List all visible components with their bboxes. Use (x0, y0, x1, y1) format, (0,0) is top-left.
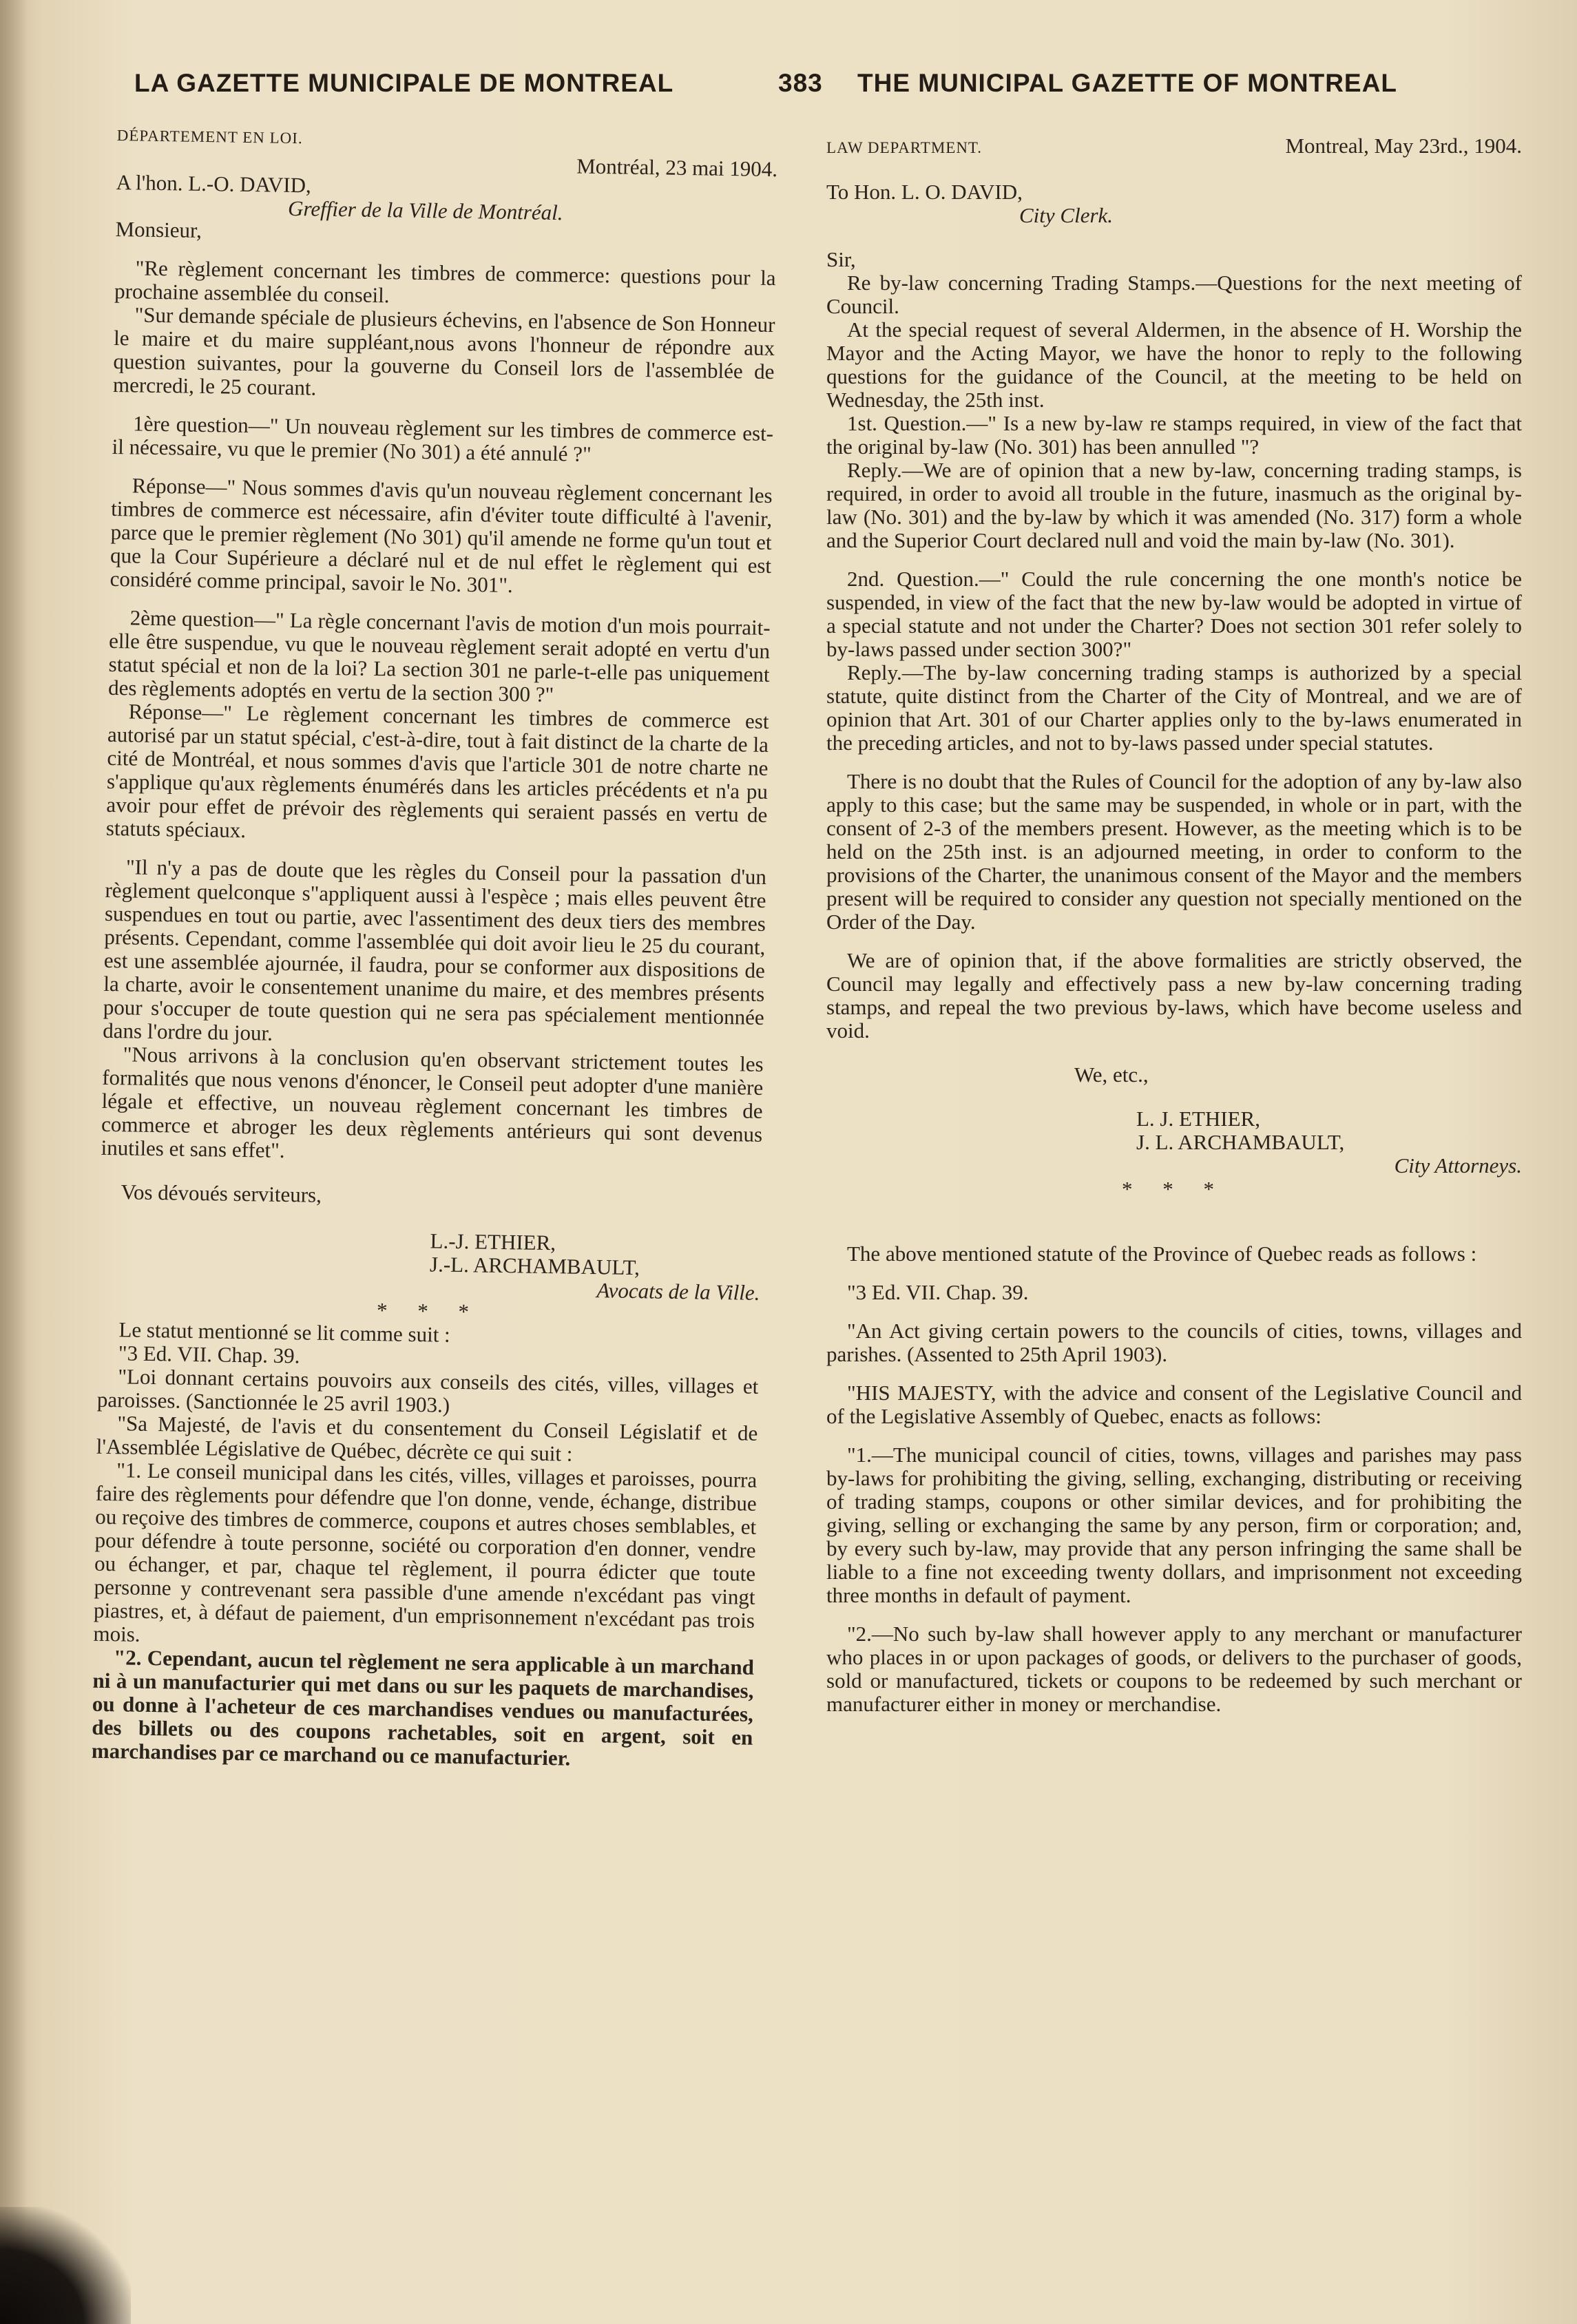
french-closing: Vos dévoués serviteurs, (121, 1180, 322, 1207)
english-statute-section-1: "1.—The municipal council of cities, towns, villages and parishes may pass by-laws for prohibiting the giving, selling, exchanging, distributing or receiving of trading stamps, coupons or other similar devices, and for prohibiting the giving, selling or exchanging the same by any person, firm or corporation; and, by every such by-law, may provide that any person infringing the same shall be liable to a fine not exceeding twenty dollars, and imprisonment not exceeding three months in default of payment. (826, 1443, 1522, 1607)
french-paragraph: "Sur demande spéciale de plusieurs échevins, en l'absence de Son Honneur le maire et du maire suppléant,nous avons l'honneur de répondre aux question suivantes, pour la gouverne du Conseil lors de l'assemblée de mercredi, le 25 courant. (112, 302, 775, 400)
english-date: Montreal, May 23rd., 1904. (1285, 134, 1522, 158)
english-paragraph: There is no doubt that the Rules of Council for the adoption of any by-law also apply to this case; but the same may be suspended, in whole or in part, with the consent of 2-3 of the members present. However, as the meeting which is to be held on the 25th inst. is an adjourned meeting, in order to conform to the provisions of the Charter, the unanimous consent of the Mayor and the members present will be required to consider any question not specially mentioned on the Order of the Day. (826, 769, 1522, 934)
french-statute-enacting: "Sa Majesté, de l'avis et du consentement du Conseil Législatif et de l'Assemblée Législative de Québec, décrète ce qui suit : (96, 1411, 758, 1466)
french-column (92, 124, 778, 1773)
page-corner-shadow (0, 2207, 131, 2324)
french-statute-section-1: "1. Le conseil municipal dans les cités, villes, villages et paroisses, pourra faire des règlements pour défendre que l'on donne, vende, échange, distribue ou reçoive des timbres de commerce, coupons et autres choses semblables, et pour défendre à toute personne, société ou corporation d'en donner, vendre ou échanger, et par, chaque tel règlement, il pourra édicter que toute personne y contrevenant sera passible d'une amende n'excédant pas vingt piastres, et, à défaut de paiement, d'un emprisonnement n'excédant pas trois mois. (93, 1458, 758, 1646)
english-paragraph: 2nd. Question.—" Could the rule concerning the one month's notice be suspended, in view of the fact that the new by-law would be adopted in virtue of a special statute and not under the Charter? Does not section 301 refer solely to by-laws passed under section 300?" (826, 567, 1522, 661)
header-english-title: THE MUNICIPAL GAZETTE OF MONTREAL (857, 69, 1397, 97)
french-statute-intro: Le statut mentionné se lit comme suit : (118, 1317, 450, 1347)
binding-shadow (0, 0, 28, 2324)
french-department: DÉPARTEMENT EN LOI. (116, 126, 303, 147)
page-header (134, 69, 1491, 110)
english-column (826, 134, 1522, 1716)
french-paragraph: Réponse—" Le règlement concernant les timbres de commerce est autorisé par un statut spécial, c'est-à-dire, tout à fait distinct de la charte de la cité de Montréal, et nous sommes d'avis que l'article 301 de notre charte ne s'applique qu'aux règlements énumérés dans les articles précédents et n'a pu avoir pour effet de prévoir des règlements qui seraient passés en vertu de statuts spéciaux. (105, 699, 769, 843)
english-statute-ref: "3 Ed. VII. Chap. 39. (847, 1280, 1029, 1304)
english-signature-2: J. L. ARCHAMBAULT, (1136, 1130, 1345, 1154)
french-paragraph: 1ère question—" Un nouveau règlement sur les timbres de commerce est-il nécessaire, vu que le premier (No 301) a été annulé ?" (112, 411, 774, 466)
french-paragraph: 2ème question—" La règle concernant l'avis de motion d'un mois pourrait-elle être suspendue, vu que le nouveau règlement serait adopté en vertu d'un statut spécial et non de la loi? La section 301 ne parle-t-elle pas uniquement des règlements adoptés en vertu de la section 300 ?" (107, 605, 771, 707)
french-paragraph: "Nous arrivons à la conclusion qu'en observant strictement toutes les formalités que nous venons d'énoncer, le Conseil peut adopter d'une manière légale et effective, un nouveau règlement concernant les timbres de commerce et abroger les deux règlements antérieurs qui sont devenus inutiles et sans effet". (101, 1042, 764, 1163)
french-separator: * * * (376, 1298, 482, 1324)
english-signature-1: L. J. ETHIER, (1136, 1107, 1260, 1131)
english-department: LAW DEPARTMENT. (826, 139, 983, 156)
english-separator: * * * (1122, 1177, 1226, 1201)
french-signature-1: L.-J. ETHIER, (430, 1228, 556, 1255)
english-addressee: To Hon. L. O. DAVID, (826, 180, 1023, 204)
english-paragraph: We are of opinion that, if the above formalities are strictly observed, the Council may legally and effectively pass a new by-law concerning trading stamps, and repeal the two previous by-laws, which have become useless and void. (826, 948, 1522, 1043)
english-statute-enacting: "HIS MAJESTY, with the advice and consent of the Legislative Council and of the Legislative Assembly of Quebec, enacts as follows: (826, 1381, 1522, 1428)
english-paragraph: At the special request of several Aldermen, in the absence of H. Worship the Mayor and the Acting Mayor, we have the honor to reply to the following questions for the guidance of the Council, at the meeting to be held on Wednesday, the 25th inst. (826, 317, 1522, 412)
french-addressee-title: Greffier de la Ville de Montréal. (287, 196, 563, 225)
french-paragraph: "Il n'y a pas de doute que les règles du Conseil pour la passation d'un règlement quelconque s"appliquent aussi à l'espèce ; mais elles peuvent être suspendues en tout ou partie, avec l'assentiment des deux tiers des membres présents. Cependant, comme l'assemblée qui doit avoir lieu le 25 du courant, est une assemblée ajournée, il faudra, pour se conformer aux dispositions de la charte, avoir le consentement unanime du maire, et des membres présents pour s'occuper de toute question qui ne sera pas spécialement mentionnée dans l'ordre du jour. (103, 855, 767, 1045)
english-salutation: Sir, (826, 247, 856, 271)
english-paragraph: Re by-law concerning Trading Stamps.—Questions for the next meeting of Council. (826, 271, 1522, 318)
french-addressee: A l'hon. L.-O. DAVID, (116, 169, 312, 198)
french-paragraph: "Re règlement concernant les timbres de commerce: questions pour la prochaine assemblée du conseil. (114, 255, 776, 308)
french-signature-2: J.-L. ARCHAMBAULT, (429, 1252, 640, 1280)
english-paragraph: 1st. Question.—" Is a new by-law re stamps required, in view of the fact that the original by-law (No. 301) has been annulled "? (826, 411, 1522, 459)
english-closing: We, etc., (1074, 1062, 1149, 1087)
english-paragraph: Reply.—The by-law concerning trading stamps is authorized by a special statute, quite distinct from the Charter of the City of Montreal, and we are of opinion that Art. 301 of our Charter applies only to the by-laws enumerated in the preceding articles, and not to by-laws passed under special statutes. (826, 660, 1522, 755)
french-statute-section-2: "2. Cependant, aucun tel règlement ne sera applicable à un marchand ni à un manufacturier qui met dans ou sur les paquets de marchandises, ou donne à l'acheteur de ces marchandises vendues ou manufacturées, des billets ou des coupons rachetables, soit en argent, soit en marchandises par ce marchand ou ce manufacturier. (91, 1645, 755, 1770)
french-statute-title: "Loi donnant certains pouvoirs aux conseils des cités, villes, villages et paroisses. (Sanctionnée le 25 avril 1903.) (96, 1364, 759, 1417)
english-signature-title: City Attorneys. (1394, 1153, 1522, 1177)
french-date: Montréal, 23 mai 1904. (576, 154, 778, 182)
english-statute-title: "An Act giving certain powers to the councils of cities, towns, villages and parishes. (Assented to 25th April 1903). (826, 1319, 1522, 1366)
english-paragraph: Reply.—We are of opinion that a new by-law, concerning trading stamps, is required, in order to avoid all trouble in the future, inasmuch as the original by-law (No. 301) and the by-law by which it was amended (No. 317) form a whole and the Superior Court declared null and void the main by-law (No. 301). (826, 458, 1522, 552)
french-signature-title: Avocats de la Ville. (596, 1278, 760, 1305)
header-french-title: LA GAZETTE MUNICIPALE DE MONTREAL (134, 69, 674, 97)
page-number: 383 (778, 69, 823, 97)
english-statute-intro: The above mentioned statute of the Province of Quebec reads as follows : (847, 1242, 1477, 1266)
french-statute-ref: "3 Ed. VII. Chap. 39. (118, 1341, 300, 1368)
english-statute-section-2: "2.—No such by-law shall however apply to any merchant or manufacturer who places in or upon packages of goods, or delivers to the purchaser of goods, sold or manufactured, tickets or coupons to be redeemed by such merchant or manufacturer either in money or merchandise. (826, 1622, 1522, 1716)
english-addressee-title: City Clerk. (1019, 203, 1114, 227)
french-salutation: Monsieur, (115, 216, 202, 242)
french-paragraph: Réponse—" Nous sommes d'avis qu'un nouveau règlement concernant les timbres de commerce est nécessaire, afin d'éviter toute difficulté à l'avenir, parce que le premier règlement (No 301) qu'il amende ne forme qu'un tout et que la Cour Supérieure a déclaré nul et de nul effet le règlement qui est considéré comme principal, savoir le No. 301". (109, 473, 773, 598)
english-dateline (826, 134, 1522, 160)
